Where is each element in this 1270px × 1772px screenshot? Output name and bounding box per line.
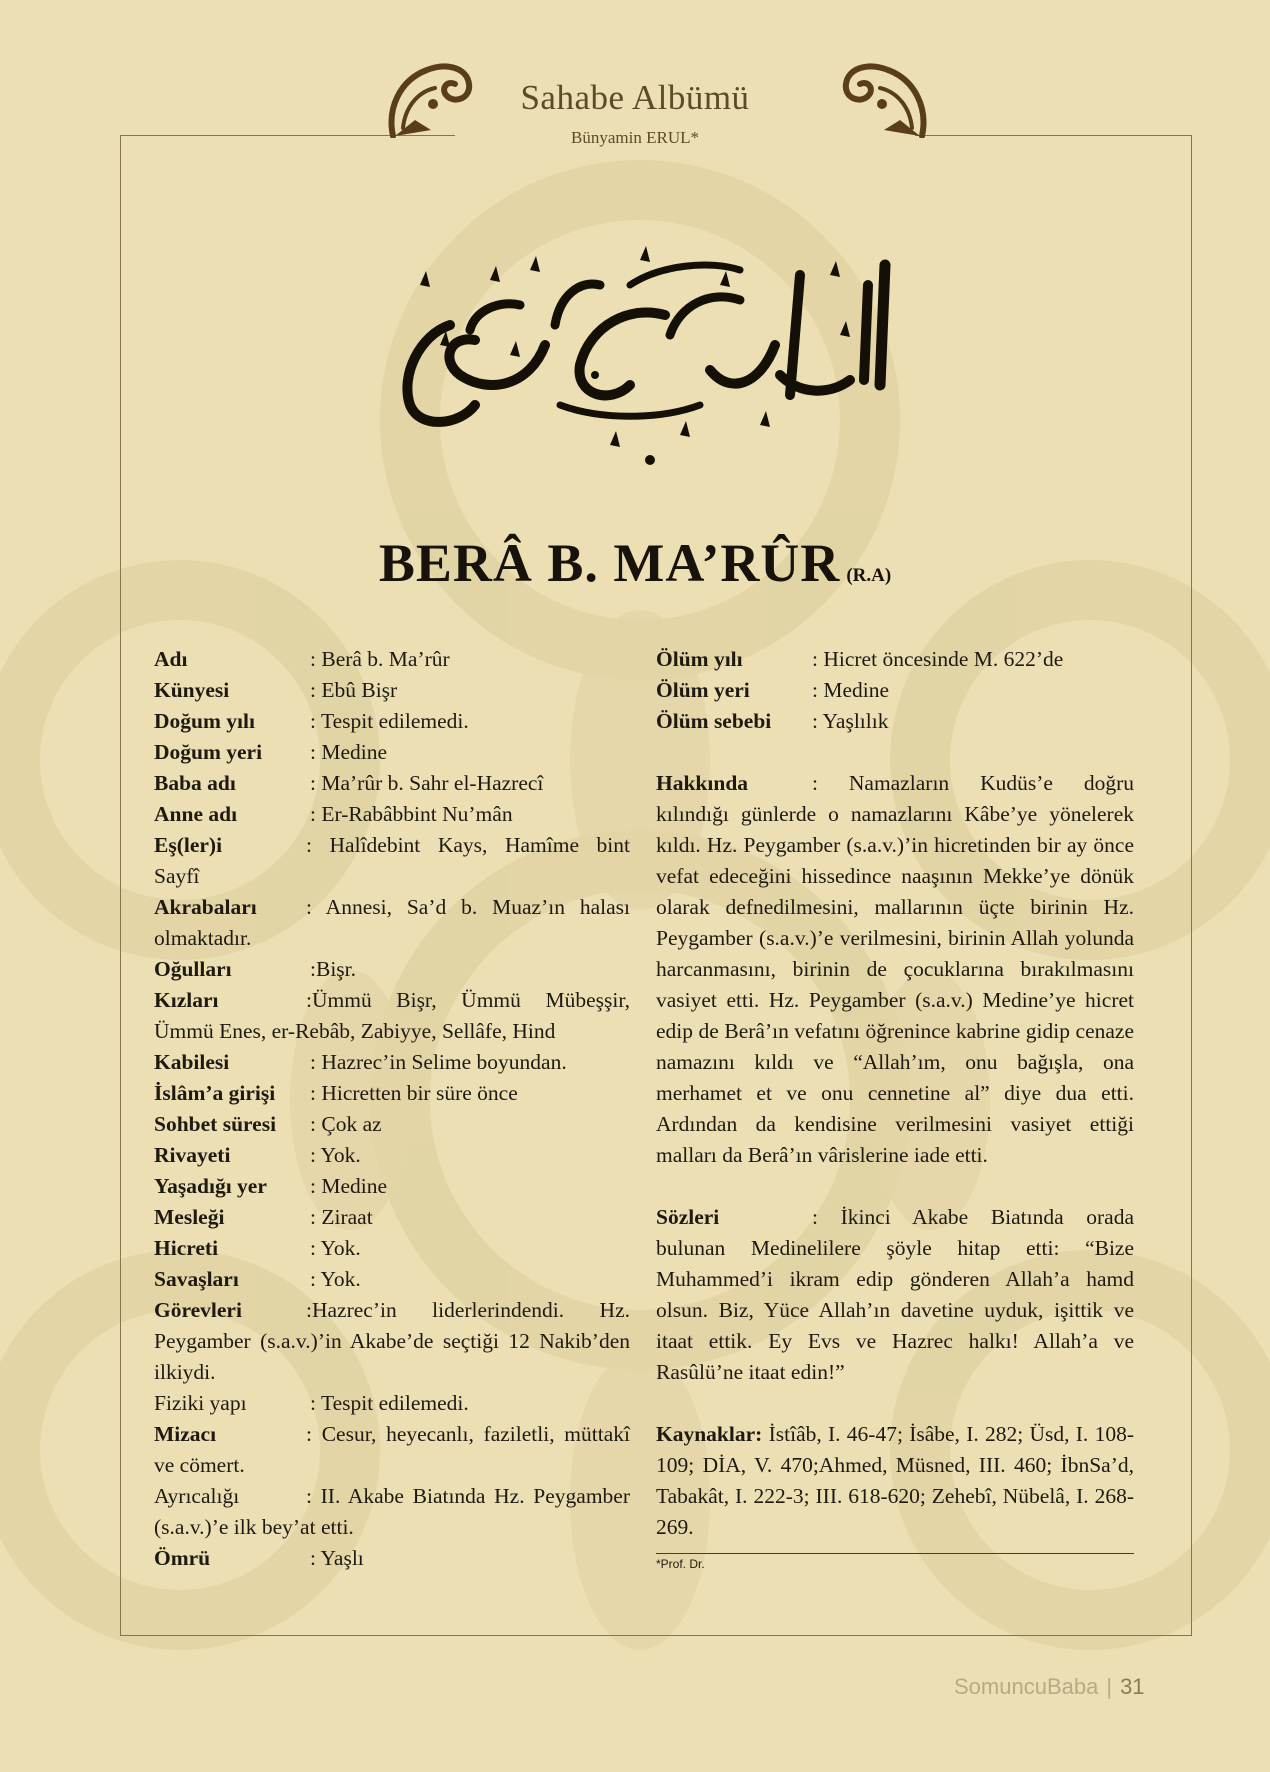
sayings-paragraph: Sözleri : İkinci Akabe Biatında orada bulunan Medinelilere şöyle hitap etti: “Bize Muhammed’i ikram edip gönderen Allah’a hamd olsun. Biz, Yüce Allah’ın davetine uyduk, işittik ve itaat ettik. Ey Evs ve Hazrec halkı! Allah’a ve Rasûlü’ne itaat edin!” bbox=[656, 1205, 1134, 1384]
footer-separator: | bbox=[1106, 1674, 1113, 1699]
page-footer bbox=[954, 1674, 1145, 1700]
field-mother: Anne adı : Er-Rabâbbint Nu’mân bbox=[154, 802, 513, 826]
field-birth-year: Doğum yılı : Tespit edilemedi. bbox=[154, 709, 469, 733]
field-birth-place: Doğum yeri : Medine bbox=[154, 740, 388, 764]
field-death-year: Ölüm yılı : Hicret öncesinde M. 622’de bbox=[656, 647, 1064, 671]
author-name: Bünyamin ERUL* bbox=[571, 128, 699, 147]
field-relatives: Akrabaları : Annesi, Sa’d b. Muaz’ın halası olmaktadır. bbox=[154, 895, 630, 950]
field-duties: Görevleri :Hazrec’in liderlerindendi. Hz. Peygamber (s.a.v.)’in Akabe’de seçtiği 12 Nakib’den ilkiydi. bbox=[154, 1298, 630, 1384]
page-number: 31 bbox=[1120, 1674, 1145, 1699]
honorific: (R.A) bbox=[846, 565, 892, 586]
field-hijra: Hicreti : Yok. bbox=[154, 1236, 361, 1260]
sources-paragraph: Kaynaklar: İstîâb, I. 46-47; İsâbe, I. 282; Üsd, I. 108-109; DİA, V. 470;Ahmed, Müsned, III. 460; İbnSa’d, Tabakât, I. 222-3; III. 618-620; Zehebî, Nübelâ, I. 268-269. bbox=[656, 1422, 1134, 1539]
field-daughters: Kızları :Ümmü Bişr, Ümmü Mübeşşir, Ümmü Enes, er-Rebâb, Zabiyye, Sellâfe, Hind bbox=[154, 988, 630, 1043]
field-companionship: Sohbet süresi : Çok az bbox=[154, 1112, 382, 1136]
field-battles: Savaşları : Yok. bbox=[154, 1267, 361, 1291]
page-title bbox=[0, 532, 1270, 594]
field-lifespan: Ömrü : Yaşlı bbox=[154, 1546, 364, 1570]
field-kunye: Künyesi : Ebû Bişr bbox=[154, 678, 398, 702]
field-tribe: Kabilesi : Hazrec’in Selime boyundan. bbox=[154, 1050, 567, 1074]
field-death-place: Ölüm yeri : Medine bbox=[656, 678, 890, 702]
series-title: Sahabe Albümü bbox=[520, 78, 750, 117]
field-death-cause: Ölüm sebebi : Yaşlılık bbox=[656, 709, 889, 733]
magazine-name-part2: Baba bbox=[1046, 1674, 1099, 1699]
field-name: Adı : Berâ b. Ma’rûr bbox=[154, 647, 450, 671]
field-father: Baba adı : Ma’rûr b. Sahr el-Hazrecî bbox=[154, 771, 544, 795]
magazine-name-part1: Somuncu bbox=[954, 1674, 1047, 1699]
field-sons: Oğulları :Bişr. bbox=[154, 957, 357, 981]
field-physique: Fiziki yapı : Tespit edilemedi. bbox=[154, 1391, 469, 1415]
arabic-calligraphy-name bbox=[380, 245, 900, 485]
companion-name: BERÂ B. MA’RÛR bbox=[378, 533, 841, 593]
field-spouses: Eş(ler)i : Halîdebint Kays, Hamîme bint Sayfî bbox=[154, 833, 630, 888]
field-distinction: Ayrıcalığı : II. Akabe Biatında Hz. Peygamber (s.a.v.)’e ilk bey’at etti. bbox=[154, 1484, 630, 1539]
info-column-right bbox=[656, 644, 1134, 1574]
field-profession: Mesleği : Ziraat bbox=[154, 1205, 373, 1229]
field-temperament: Mizacı : Cesur, heyecanlı, faziletli, müttakî ve cömert. bbox=[154, 1422, 630, 1477]
field-conversion: İslâm’a girişi : Hicretten bir süre önce bbox=[154, 1081, 518, 1105]
footnote: *Prof. Dr. bbox=[656, 1557, 705, 1571]
field-residence: Yaşadığı yer : Medine bbox=[154, 1174, 388, 1198]
field-narration: Rivayeti : Yok. bbox=[154, 1143, 361, 1167]
info-column-left bbox=[154, 644, 630, 1574]
about-paragraph: Hakkında : Namazların Kudüs’e doğru kılındığı günlerde o namazlarını Kâbe’ye yönelerek kıldı. Hz. Peygamber (s.a.v.)’in hicretinden bir ay önce vefat edeceğini hissedince naaşının Mekke’ye dönük olarak defnedilmesini, mallarının üçte birinin Hz. Peygamber (s.a.v.)’e verilmesini, birinin Allah yolunda harcanmasını, birinin de çocuklarına bırakılmasını vasiyet etti. Hz. Peygamber (s.a.v.) Medine’ye hicret edip de Berâ’ın vefatını öğrenince kabrine gidip cenaze namazını kıldı ve “Allah’ım, onu bağışla, ona merhamet et ve onu cennetine al” diye dua etti. Ardından da kendisine verilmesini vasiyet ettiği malları da Berâ’ın vârislerine iade etti. bbox=[656, 771, 1134, 1167]
